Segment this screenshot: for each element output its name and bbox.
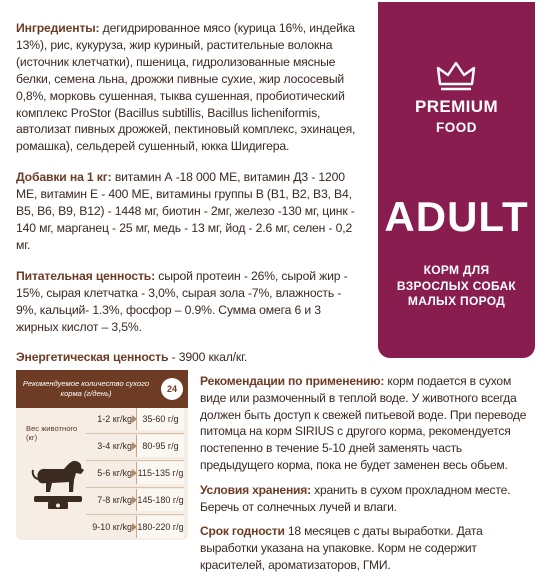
row-amount: 145-180 г/g bbox=[136, 489, 184, 511]
feeding-row bbox=[86, 489, 184, 511]
nutrition-label: Питательная ценность: bbox=[16, 268, 156, 283]
premium-label: PREMIUM bbox=[414, 97, 499, 116]
ingredients-paragraph bbox=[16, 20, 360, 155]
crown-icon bbox=[436, 60, 476, 92]
adult-title: ADULT bbox=[384, 193, 529, 240]
usage-label: Рекомендации по применению: bbox=[200, 374, 385, 388]
usage-block bbox=[200, 373, 538, 582]
storage-label: Условия хранения: bbox=[200, 482, 311, 497]
shelf-life-text: 18 месяцев с даты выработки. Дата выработки указана на упаковке. Корм не содержит красителей, ароматизаторов, ГМИ. bbox=[200, 524, 483, 572]
feeding-table-header bbox=[16, 370, 188, 408]
nutrition-paragraph bbox=[16, 268, 360, 336]
feeding-table-title: Рекомендуемое количество сухого корма (г/день) bbox=[22, 379, 150, 398]
row-amount: 80-95 г/g bbox=[136, 435, 184, 457]
row-divider bbox=[86, 487, 184, 488]
feeding-row bbox=[86, 435, 184, 457]
energy-label: Энергетическая ценность bbox=[16, 350, 169, 365]
feeding-table bbox=[16, 370, 188, 540]
row-weight: 9-10 кг/kg bbox=[92, 522, 132, 532]
weight-label: Вес животного (кг) bbox=[26, 424, 78, 443]
premium-banner bbox=[378, 2, 535, 358]
row-weight: 1-2 кг/kg bbox=[97, 414, 132, 424]
ingredients-text: дегидрированное мясо (курица 16%, индейка 13%), рис, кукуруза, жир куриный, растительные волокна (источник клетчатки), пшеница, гидролизованные мясные белки, семена льна, дрожжи пивные сухие, жир лососевый 0,8%, морковь сушенная, тыква сушенная, пробиотический комплекс ProStor (Bacillus subtillis, Bacillus licheniformis, автолизат пивных дрожжей, пектиновый комплекс, эхинацея, ромашка), сельдерей сушенный, юкка Шидигера. bbox=[16, 21, 356, 154]
shelf-life-label: Срок годности bbox=[200, 524, 285, 539]
feeding-row bbox=[86, 462, 184, 484]
feeding-row bbox=[86, 516, 184, 538]
hours-unit: ч bbox=[180, 388, 184, 394]
hours-badge: 24 bbox=[161, 378, 183, 400]
row-amount: 35-60 г/g bbox=[136, 408, 184, 430]
row-weight: 7-8 кг/kg bbox=[97, 495, 132, 505]
subtitle-line-1: КОРМ ДЛЯ bbox=[423, 263, 490, 277]
additives-text: витамин А -18 000 МЕ, витамин Д3 - 1200 МЕ, витамин Е - 400 МЕ, витамины группы В (В1, В2, В3, В4, В5, В6, В9, В12) - 1448 мг, биотин - 2мг, железо -130 мг, цинк - 140 мг, марганец - 25 мг, медь - 13 мг, йод - 2.6 мг, селен - 0,2 мг. bbox=[16, 170, 355, 252]
nutrition-text: сырой протеин - 26%, сырой жир - 15%, сырая клетчатка - 3,0%, сырая зола -7%, влажность - 9%, кальций- 1.3%, фосфор – 0.9%. Сумма омега 6 и 3 жирных кислот – 3,5%. bbox=[16, 268, 348, 334]
composition-block bbox=[16, 20, 360, 380]
usage-text: корм подается в сухом виде или размоченный в теплой воде. У животного всегда должен быть доступ к свежей питьевой воде. При переводе питомца на корм SIRIUS с другого корма, рекомендуется постепенно в течение 5-10 дней заменять часть предыдущего корма, пока не будет заменен весь обьем. bbox=[200, 374, 527, 472]
row-weight: 5-6 кг/kg bbox=[97, 468, 132, 478]
ingredients-label: Ингредиенты: bbox=[16, 21, 100, 35]
usage-paragraph bbox=[200, 373, 538, 474]
subtitle-line-2: ВЗРОСЛЫХ СОБАК bbox=[396, 278, 517, 293]
shelf-life-paragraph bbox=[200, 523, 538, 573]
subtitle-line-3: МАЛЫХ ПОРОД bbox=[407, 294, 506, 308]
dog-on-scale-icon bbox=[26, 452, 88, 512]
energy-paragraph bbox=[16, 349, 360, 366]
row-weight: 3-4 кг/kg bbox=[97, 441, 132, 451]
additives-label: Добавки на 1 кг: bbox=[16, 170, 112, 185]
row-amount: 115-135 г/g bbox=[136, 462, 184, 484]
banner-subtitle bbox=[384, 263, 529, 310]
row-divider bbox=[86, 433, 184, 434]
row-divider bbox=[86, 514, 184, 515]
energy-text: - 3900 ккал/кг. bbox=[168, 350, 248, 365]
food-label: FOOD bbox=[436, 120, 477, 135]
feeding-row bbox=[86, 408, 184, 430]
row-divider bbox=[86, 460, 184, 461]
storage-paragraph bbox=[200, 482, 538, 516]
additives-paragraph bbox=[16, 169, 360, 254]
storage-text: хранить в сухом прохладном месте. Беречь от солнечных лучей и влаги. bbox=[200, 482, 511, 514]
row-amount: 180-220 г/g bbox=[136, 516, 184, 538]
